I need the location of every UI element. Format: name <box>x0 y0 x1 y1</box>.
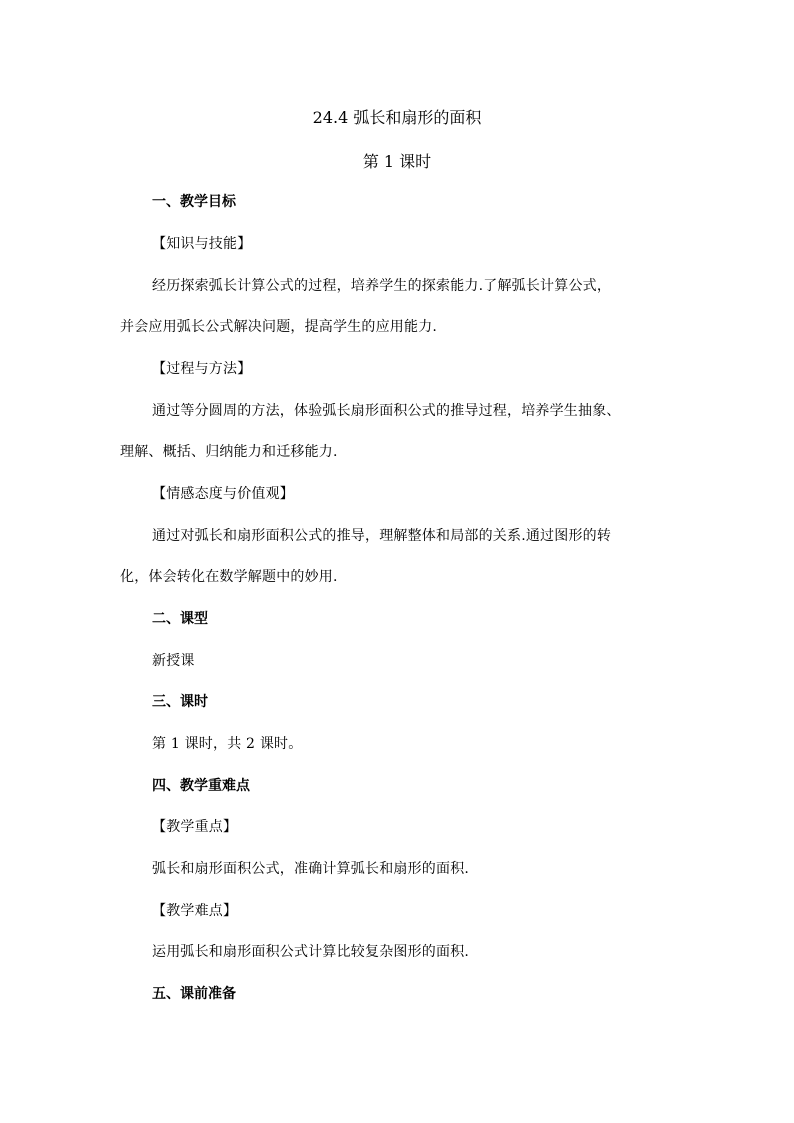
class-hours-text: 第 1 课时，共 2 课时。 <box>152 736 303 752</box>
knowledge-skills-line-1: 经历探索弧长计算公式的过程，培养学生的探索能力.了解弧长计算公式， <box>152 278 612 294</box>
section-heading-preparation: 五、课前准备 <box>152 986 236 1002</box>
document-title: 24.4 弧长和扇形的面积 <box>312 108 482 127</box>
process-method-line-1: 通过等分圆周的方法，体验弧长扇形面积公式的推导过程，培养学生抽象、 <box>152 403 621 419</box>
key-points-text: 弧长和扇形面积公式，准确计算弧长和扇形的面积. <box>152 861 470 877</box>
lesson-type-text: 新授课 <box>152 653 195 669</box>
process-method-line-2: 理解、概括、归纳能力和迁移能力. <box>120 444 338 460</box>
section-heading-key-difficult-points: 四、教学重难点 <box>152 778 250 794</box>
key-points-label: 【教学重点】 <box>152 819 238 835</box>
document-subtitle: 第 1 课时 <box>362 152 432 171</box>
section-heading-objectives: 一、教学目标 <box>152 194 236 210</box>
knowledge-skills-line-2: 并会应用弧长公式解决问题，提高学生的应用能力. <box>120 319 438 335</box>
difficult-points-text: 运用弧长和扇形面积公式计算比较复杂图形的面积. <box>152 944 470 960</box>
section-heading-lesson-type: 二、课型 <box>152 611 208 627</box>
section-heading-class-hours: 三、课时 <box>152 694 208 710</box>
process-method-label: 【过程与方法】 <box>152 361 252 377</box>
attitude-values-line-2: 化，体会转化在数学解题中的妙用. <box>120 569 338 585</box>
knowledge-skills-label: 【知识与技能】 <box>152 236 252 252</box>
attitude-values-line-1: 通过对弧长和扇形面积公式的推导，理解整体和局部的关系.通过图形的转 <box>152 528 612 544</box>
difficult-points-label: 【教学难点】 <box>152 903 238 919</box>
attitude-values-label: 【情感态度与价值观】 <box>152 486 294 502</box>
